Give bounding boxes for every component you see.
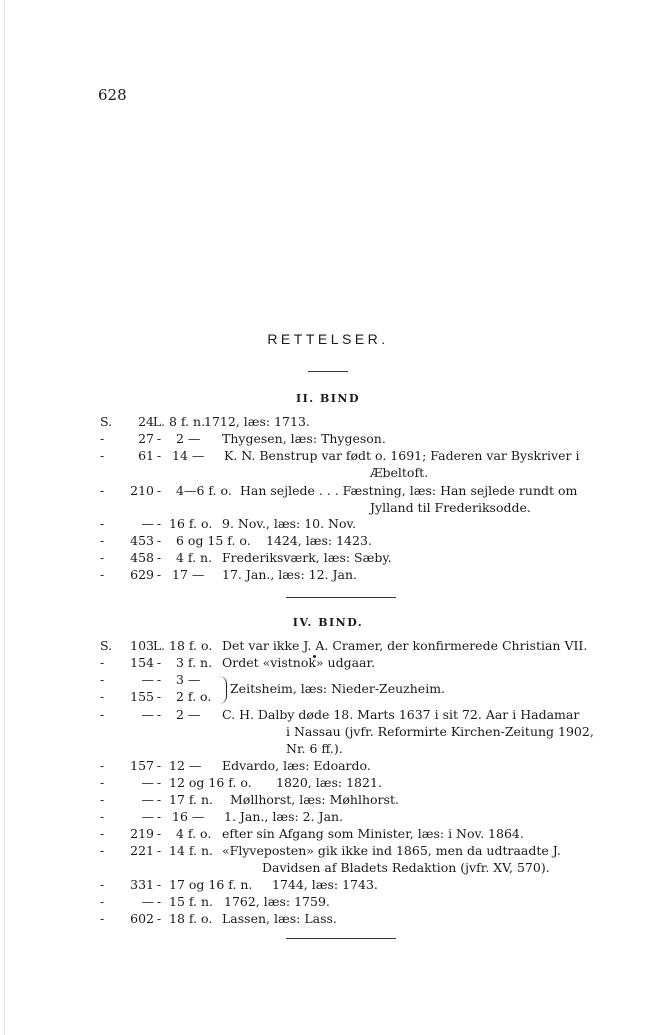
- row-continuation: Nr. 6 ff.).: [286, 741, 343, 756]
- row-text: 1424, læs: 1423.: [266, 533, 372, 548]
- title-rule: [308, 371, 348, 372]
- row-prefix: S.: [100, 414, 113, 429]
- row-l: L.: [152, 414, 166, 429]
- row-page: 27: [138, 431, 154, 446]
- row-page: 453: [130, 533, 154, 548]
- row-page: —: [141, 894, 154, 909]
- closing-rule: [286, 938, 396, 939]
- row-text: 1762, læs: 1759.: [224, 894, 330, 909]
- row-l: -: [156, 775, 162, 790]
- row-page: —: [141, 672, 154, 687]
- row-prefix: -: [100, 655, 105, 670]
- row-page: 221: [130, 843, 154, 858]
- row-l: -: [156, 877, 162, 892]
- row-text: Han sejlede . . . Fæstning, læs: Han sejlede rundt om: [240, 483, 578, 498]
- row-page: 157: [130, 758, 154, 773]
- row-prefix: -: [100, 758, 105, 773]
- row-continuation: Davidsen af Bladets Redaktion (jvfr. XV, 570).: [262, 860, 550, 875]
- row-line: 8 f. n.: [169, 414, 206, 429]
- row-l: -: [156, 792, 162, 807]
- row-continuation: i Nassau (jvfr. Reformirte Kirchen-Zeitung 1902,: [286, 724, 594, 739]
- row-page: 331: [130, 877, 154, 892]
- row-prefix: -: [100, 516, 105, 531]
- row-text: Lassen, læs: Lass.: [222, 911, 337, 926]
- row-l: -: [156, 550, 162, 565]
- row-text: efter sin Afgang som Minister, læs: i Nov. 1864.: [222, 826, 524, 841]
- row-l: -: [156, 809, 162, 824]
- row-text: Ordet «vistnok» udgaar.: [222, 655, 376, 670]
- row-prefix: -: [100, 809, 105, 824]
- row-page: 103: [130, 638, 154, 653]
- row-text: Det var ikke J. A. Cramer, der konfirmerede Christian VII.: [222, 638, 588, 653]
- row-l: -: [156, 655, 162, 670]
- row-line: 4 f. n.: [176, 550, 213, 565]
- row-text: 9. Nov., læs: 10. Nov.: [222, 516, 357, 531]
- row-l: -: [156, 911, 162, 926]
- row-page: 219: [130, 826, 154, 841]
- row-continuation: Jylland til Frederiksodde.: [370, 500, 531, 515]
- row-prefix: -: [100, 826, 105, 841]
- row-prefix: -: [100, 894, 105, 909]
- row-page: 210: [130, 483, 154, 498]
- row-page: —: [141, 792, 154, 807]
- row-line: 2 —: [176, 707, 201, 722]
- row-text: Edvardo, læs: Edoardo.: [222, 758, 371, 773]
- row-l: -: [156, 448, 162, 463]
- row-line: 17 —: [172, 567, 205, 582]
- row-prefix: -: [100, 707, 105, 722]
- brace: [218, 676, 227, 704]
- row-line: 2 —: [176, 431, 201, 446]
- row-line: 15 f. n.: [169, 894, 214, 909]
- row-line: 4 f. o.: [176, 826, 212, 841]
- row-l: -: [156, 483, 162, 498]
- section-ii-heading: II. BIND: [296, 392, 360, 405]
- row-prefix: -: [100, 431, 105, 446]
- row-line: 3 —: [176, 672, 201, 687]
- row-line: 17 f. n.: [169, 792, 214, 807]
- row-prefix: -: [100, 483, 105, 498]
- row-line: 18 f. o.: [169, 638, 213, 653]
- row-prefix: -: [100, 689, 105, 704]
- row-page: 24: [138, 414, 154, 429]
- row-l: -: [156, 516, 162, 531]
- section-iv-heading: IV. BIND.: [292, 616, 364, 629]
- row-prefix: -: [100, 550, 105, 565]
- row-l: -: [156, 894, 162, 909]
- row-text: C. H. Dalby døde 18. Marts 1637 i sit 72. Aar i Hadamar: [222, 707, 580, 722]
- row-l: -: [156, 707, 162, 722]
- row-l: -: [156, 567, 162, 582]
- row-page: 602: [130, 911, 154, 926]
- row-line: 12 —: [169, 758, 202, 773]
- row-l: L.: [152, 638, 166, 653]
- row-page: —: [141, 809, 154, 824]
- row-page: 61: [138, 448, 154, 463]
- row-l: -: [156, 431, 162, 446]
- row-continuation: Æbeltoft.: [370, 465, 429, 480]
- page-title: RETTELSER.: [267, 331, 389, 347]
- page-edge: [4, 0, 5, 1035]
- row-text: 17. Jan., læs: 12. Jan.: [222, 567, 357, 582]
- row-text: K. N. Benstrup var født o. 1691; Faderen var Byskriver i: [224, 448, 580, 463]
- row-line: 3 f. n.: [176, 655, 213, 670]
- row-text: Frederiksværk, læs: Sæby.: [222, 550, 392, 565]
- brace-text: Zeitsheim, læs: Nieder-Zeuzheim.: [230, 681, 446, 696]
- row-page: 629: [130, 567, 154, 582]
- row-prefix: -: [100, 792, 105, 807]
- row-prefix: -: [100, 567, 105, 582]
- row-text: «Flyveposten» gik ikke ind 1865, men da udtraadte J.: [222, 843, 561, 858]
- row-prefix: -: [100, 843, 105, 858]
- section-rule: [286, 597, 396, 598]
- row-text: 1820, læs: 1821.: [276, 775, 382, 790]
- row-line: 4—6 f. o.: [176, 483, 232, 498]
- row-l: -: [156, 672, 162, 687]
- row-l: -: [156, 689, 162, 704]
- row-prefix: -: [100, 448, 105, 463]
- row-line: 17 og 16 f. n.: [169, 877, 253, 892]
- row-prefix: S.: [100, 638, 113, 653]
- row-page: 154: [130, 655, 154, 670]
- row-page: 458: [130, 550, 154, 565]
- row-text: 1744, læs: 1743.: [272, 877, 378, 892]
- row-line: 16 f. o.: [169, 516, 213, 531]
- row-page: 155: [130, 689, 154, 704]
- row-l: -: [156, 758, 162, 773]
- row-line: 14 —: [172, 448, 205, 463]
- row-text: Møllhorst, læs: Møhlhorst.: [230, 792, 399, 807]
- row-prefix: -: [100, 775, 105, 790]
- row-line: 6 og 15 f. o.: [176, 533, 251, 548]
- page-number: 628: [98, 86, 127, 104]
- row-page: —: [141, 516, 154, 531]
- row-prefix: -: [100, 672, 105, 687]
- row-prefix: -: [100, 533, 105, 548]
- row-l: -: [156, 826, 162, 841]
- row-prefix: -: [100, 911, 105, 926]
- row-page: —: [141, 775, 154, 790]
- row-text: 1712, læs: 1713.: [204, 414, 310, 429]
- row-line: 12 og 16 f. o.: [169, 775, 252, 790]
- row-text: 1. Jan., læs: 2. Jan.: [224, 809, 344, 824]
- row-line: 2 f. o.: [176, 689, 212, 704]
- row-l: -: [156, 843, 162, 858]
- row-prefix: -: [100, 877, 105, 892]
- row-page: —: [141, 707, 154, 722]
- row-line: 16 —: [172, 809, 205, 824]
- row-l: -: [156, 533, 162, 548]
- row-line: 14 f. n.: [169, 843, 214, 858]
- row-text: Thygesen, læs: Thygeson.: [222, 431, 386, 446]
- row-line: 18 f. o.: [169, 911, 213, 926]
